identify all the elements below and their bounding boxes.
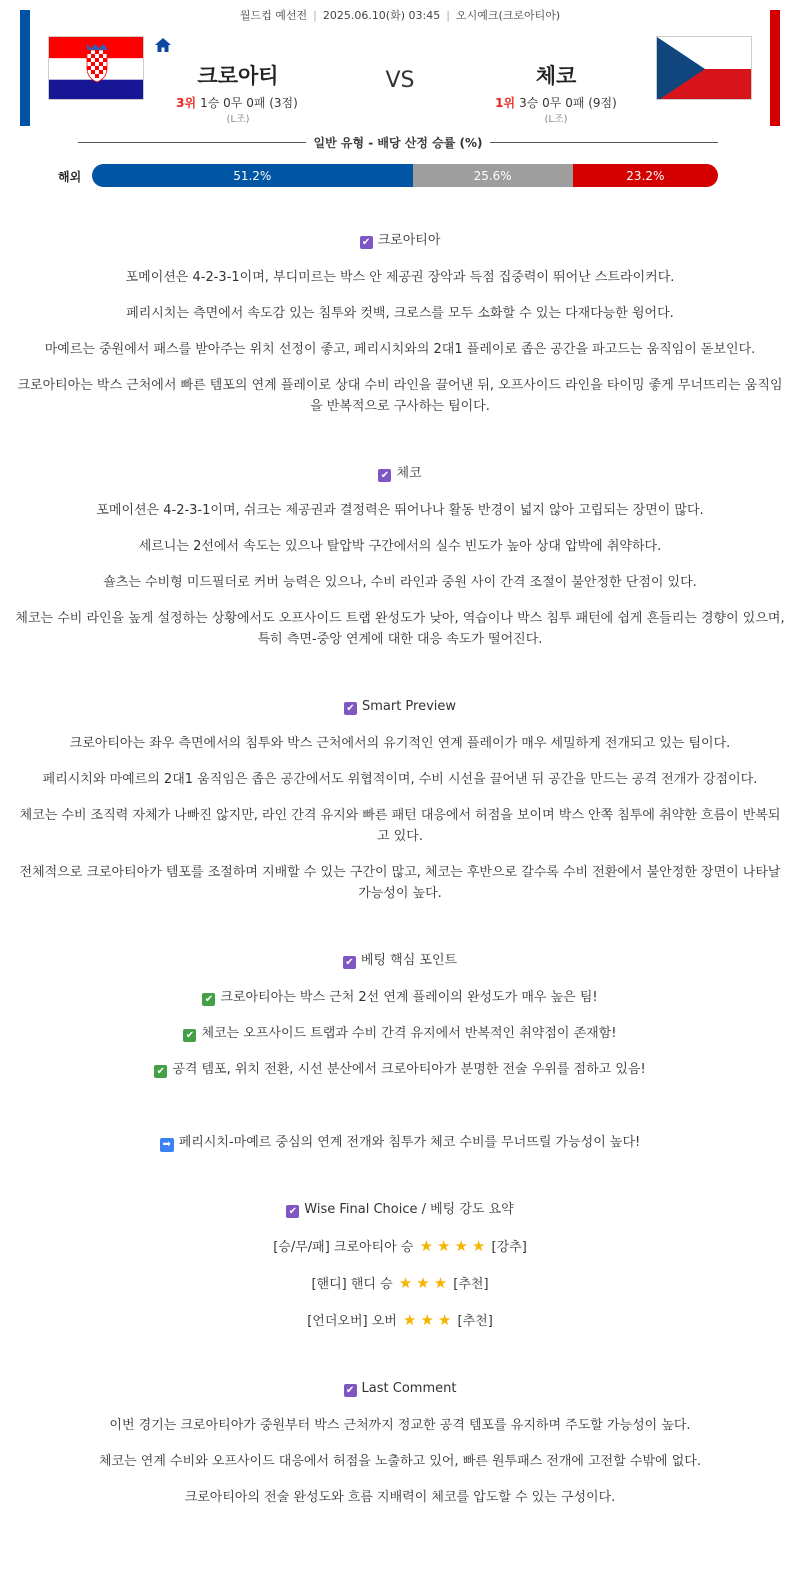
vs-label: VS [385, 68, 415, 93]
home-team-name: 크로아티 [197, 64, 279, 88]
analysis-content [0, 230, 800, 1508]
section-title: ✔ Wise Final Choice / 베팅 강도 요약 [0, 1199, 800, 1221]
odds-title: 일반 유형 - 배당 산정 승률 (%) [313, 136, 483, 150]
star-rating [397, 1274, 449, 1292]
check-mark-icon: ✔ [183, 1029, 196, 1042]
home-group: (L조) [226, 114, 250, 125]
paragraph: 페리시치와 마예르의 2대1 움직임은 좁은 공간에서도 위협적이며, 수비 시선을 끌어낸 뒤 공간을 만드는 공격 전개가 강점이다. [42, 772, 758, 787]
star-icon: ★ [437, 1237, 451, 1255]
home-color-bar [20, 10, 30, 126]
czech-flag [656, 36, 752, 100]
paragraph: 크로아티아는 좌우 측면에서의 침투와 박스 근처에서의 유기적인 연계 플레이가 매우 세밀하게 전개되고 있는 팀이다. [69, 736, 731, 751]
star-icon: ★ [420, 1311, 434, 1329]
star-rating [418, 1237, 488, 1255]
away-team-name: 체코 [535, 64, 577, 88]
paragraph: 페리시치는 측면에서 속도감 있는 침투와 컷백, 크로스를 모두 소화할 수 있는 다재다능한 윙어다. [126, 306, 674, 321]
section-title: ✔ 체코 [0, 463, 800, 485]
checkbox-icon: ✔ [344, 702, 357, 715]
match-datetime: 2025.06.10(화) 03:45 [322, 9, 441, 22]
preview-section [0, 696, 800, 904]
away-group: (L조) [544, 114, 568, 125]
paragraph: 포메이션은 4-2-3-1이며, 쉬크는 제공권과 결정력은 뛰어나나 활동 반경이 넓지 않아 고립되는 장면이 많다. [96, 503, 704, 518]
star-icon: ★ [403, 1311, 417, 1329]
paragraph: 이번 경기는 크로아티아가 중원부터 박스 근처까지 정교한 공격 템포를 유지하며 주도할 가능성이 높다. [109, 1418, 691, 1433]
conclusion: ➡ 페리시치-마예르 중심의 연계 전개와 침투가 체코 수비를 무너뜨릴 가능성이 높다! [0, 1132, 800, 1153]
croatia-section [0, 230, 800, 417]
odds-title-row [78, 134, 718, 150]
point-item: ✔ 공격 템포, 위치 전환, 시선 분산에서 크로아티아가 분명한 전술 우위를 점하고 있음! [0, 1059, 800, 1080]
away-rank: 1위 [495, 96, 516, 110]
section-title: ✔ 베팅 핵심 포인트 [0, 950, 800, 972]
odds-draw-segment: 25.6% [413, 164, 573, 187]
star-icon: ★ [437, 1311, 452, 1329]
paragraph: 세르니는 2선에서 속도는 있으나 탈압박 구간에서의 실수 빈도가 높아 상대 압박에 취약하다. [138, 539, 662, 554]
star-icon: ★ [419, 1237, 434, 1255]
paragraph: 전체적으로 크로아티아가 템포를 조절하며 지배할 수 있는 구간이 많고, 체코는 후반으로 갈수록 수비 전환에서 불안정한 장면이 나타날 가능성이 높다. [19, 865, 781, 901]
match-meta: 월드컵 예선전 | 2025.06.10(화) 03:45 | 오시예크(크로아티아) [239, 9, 561, 22]
paragraph: 크로아티아의 전술 완성도와 흐름 지배력이 체코를 압도할 수 있는 구성이다. [184, 1490, 616, 1505]
away-record [456, 94, 656, 111]
divider [490, 142, 718, 143]
away-color-bar [770, 10, 780, 126]
final-choice-section [0, 1199, 800, 1332]
star-icon: ★ [398, 1274, 413, 1292]
section-title: ✔ 크로아티아 [0, 230, 800, 252]
star-rating [401, 1311, 453, 1329]
home-icon [154, 36, 172, 54]
paragraph: 체코는 수비 조직력 자체가 나빠진 않지만, 라인 간격 유지와 빠른 패턴 대응에서 허점을 보이며 박스 안쪽 침투에 취약한 흐름이 반복되고 있다. [19, 808, 781, 844]
paragraph: 포메이션은 4-2-3-1이며, 부디미르는 박스 안 제공권 장악과 득점 집중력이 뛰어난 스트라이커다. [125, 270, 675, 285]
section-title: ✔ Last Comment [0, 1378, 800, 1400]
paragraph: 마예르는 중원에서 패스를 받아주는 위치 선정이 좋고, 페리시치와의 2대1 플레이로 좁은 공간을 파고드는 움직임이 돋보인다. [44, 342, 756, 357]
home-record [137, 94, 337, 111]
odds-lose-segment: 23.2% [573, 164, 718, 187]
odds-source-label: 해외 [58, 170, 82, 184]
home-record-text: 1승 0무 0패 (3점) [200, 96, 298, 110]
arrow-right-icon: ➡ [160, 1138, 174, 1152]
checkbox-icon: ✔ [344, 1384, 357, 1397]
star-icon: ★ [433, 1274, 448, 1292]
points-section [0, 950, 800, 1153]
star-icon: ★ [471, 1237, 486, 1255]
pick-row: [핸디] 핸디 승 ★ ★ ★ [추천] [311, 1274, 489, 1292]
czech-section [0, 463, 800, 650]
home-rank: 3위 [176, 96, 197, 110]
pick-row: [승/무/패] 크로아티아 승 ★ ★ ★ ★ [강추] [273, 1237, 527, 1255]
paragraph: 크로아티아는 박스 근처에서 빠른 템포의 연계 플레이로 상대 수비 라인을 끌어낸 뒤, 오프사이드 라인을 타이밍 좋게 무너뜨리는 움직임을 반복적으로 구사하는 팀이다. [17, 378, 783, 414]
checkbox-icon: ✔ [343, 956, 356, 969]
star-icon: ★ [454, 1237, 468, 1255]
section-title: ✔ Smart Preview [0, 696, 800, 718]
pick-row: [언더오버] 오버 ★ ★ ★ [추천] [307, 1311, 493, 1329]
odds-win-segment: 51.2% [92, 164, 413, 187]
comment-section [0, 1378, 800, 1508]
checkbox-icon: ✔ [360, 236, 373, 249]
paragraph: 체코는 수비 라인을 높게 설정하는 상황에서도 오프사이드 트랩 완성도가 낮아, 역습이나 박스 침투 패턴에 쉽게 흔들리는 경향이 있으며, 특히 측면-중앙 연계에 대한 대응 속도가 떨어진다. [15, 611, 785, 647]
paragraph: 체코는 연계 수비와 오프사이드 대응에서 허점을 노출하고 있어, 빠른 원투패스 전개에 고전할 수밖에 없다. [99, 1454, 701, 1469]
check-mark-icon: ✔ [202, 993, 215, 1006]
match-header [0, 0, 800, 200]
odds-bar [92, 164, 718, 187]
point-item: ✔ 체코는 오프사이드 트랩과 수비 간격 유지에서 반복적인 취약점이 존재함! [0, 1023, 800, 1044]
croatia-flag [48, 36, 144, 100]
check-mark-icon: ✔ [154, 1065, 167, 1078]
point-item: ✔ 크로아티아는 박스 근처 2선 연계 플레이의 완성도가 매우 높은 팀! [0, 987, 800, 1008]
venue: 오시예크(크로아티아) [455, 9, 561, 22]
star-icon: ★ [416, 1274, 430, 1292]
competition: 월드컵 예선전 [239, 9, 308, 22]
away-record-text: 3승 0무 0패 (9점) [519, 96, 617, 110]
paragraph: 숄츠는 수비형 미드필더로 커버 능력은 있으나, 수비 라인과 중원 사이 간격 조절이 불안정한 단점이 있다. [103, 575, 697, 590]
checkbox-icon: ✔ [378, 469, 391, 482]
checkbox-icon: ✔ [286, 1205, 299, 1218]
